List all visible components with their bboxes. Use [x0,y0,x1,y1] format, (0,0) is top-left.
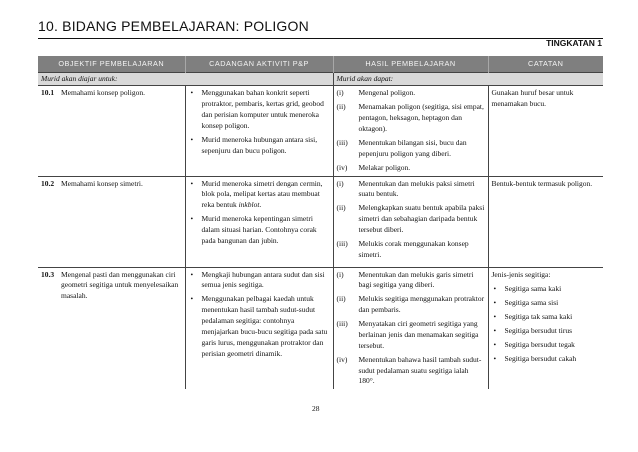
table-header-row [38,56,603,72]
table-row [38,176,603,267]
activity-item: • Menggunakan bahan konkrit seperti protraktor, pembaris, kertas grid, geobod dan perisian komputer untuk meneroka konsep poligon. [189,88,330,132]
outcome-item: (iii) Menyatakan ciri geometri segitiga yang berlainan jenis dan menamakan segitiga tersebut. [336,319,479,350]
outcome-item: (iii) Melukis corak menggunakan konsep simetri. [336,238,469,259]
outcome-item: (i) Menentukan dan melukis paksi simetri suatu bentuk. [336,178,475,199]
outcome-item: (ii) Melengkapkan suatu bentuk apabila paksi simetri dan sebahagian daripada bentuk tersebut diberi. [336,203,485,234]
notes-cell [488,267,603,389]
notes-cell: Bentuk-bentuk termasuk poligon. [488,176,603,267]
page-title: 10. BIDANG PEMBELAJARAN: POLIGON [38,18,309,34]
outcomes-cell [333,86,488,176]
objective-text: Mengenal pasti dan menggunakan ciri geometri segitiga untuk menyelesaikan masalah. [61,269,179,301]
activity-item: • Murid meneroka kepentingan simetri dalam situasi harian. Contohnya corak pada bangunan dan jubin. [189,214,330,247]
header-activities: CADANGAN AKTIVITI P&P [185,56,333,72]
activity-item: • Menggunakan pelbagai kaedah untuk menentukan hasil tambah sudut-sudut pedalaman segitiga: contohnya menjajarkan bucu-bucu segitiga pada satu garis lurus, menggunakan protraktor dan perisian geometri dinamik. [189,294,330,359]
outcome-item: (ii) Melukis segitiga menggunakan protraktor dan pembaris. [336,294,485,315]
objective-number: 10.2 [41,178,55,188]
activities-cell [185,86,333,176]
notes-list-item: • Segitiga tak sama kaki [492,312,601,323]
outcome-item: (ii) Menamakan poligon (segitiga, sisi empat, pentagon, heksagon, heptagon dan oktagon). [336,102,484,133]
table-subheader-row [38,72,603,86]
level-label: TINGKATAN 1 [546,38,602,48]
title-rule [38,38,603,39]
notes-list-item: • Segitiga bersudut tegak [492,340,601,351]
outcome-item: (i) Mengenal poligon. [336,88,416,98]
notes-list-item: • Segitiga bersudut tirus [492,326,601,337]
header-notes: CATATAN [488,56,603,72]
objective-cell [38,86,185,176]
page-number: 28 [312,404,320,413]
outcome-item: (iv) Menentukan bahawa hasil tambah sudut-sudut pedalaman suatu segitiga ialah 180°. [336,354,482,386]
activities-cell [185,267,333,389]
outcome-item: (i) Menentukan dan melukis garis simetri bagi segitiga yang diberi. [336,269,474,290]
objective-cell [38,267,185,389]
outcome-item: (iv) Melakar poligon. [336,162,411,172]
header-outcomes: HASIL PEMBELAJARAN [333,56,488,72]
objective-cell [38,176,185,267]
subheader-able: Murid akan dapat: [333,72,603,86]
activities-cell [185,176,333,267]
outcomes-cell [333,267,488,389]
activity-item: • Mengkaji hubungan antara sudut dan sisi semua jenis segitiga. [189,270,330,292]
header-objective: OBJEKTIF PEMBELAJARAN [38,56,185,72]
notes-heading: Jenis-jenis segitiga: [491,269,551,279]
notes-list-item: • Segitiga sama kaki [492,284,601,295]
notes-list-item: • Segitiga bersudut cakah [492,354,601,365]
objective-text: Memahami konsep poligon. [61,88,145,98]
notes-cell: Gunakan huruf besar untuk menamakan bucu. [488,86,603,176]
syllabus-table [38,56,603,389]
table-row [38,267,603,389]
activity-item: • Murid meneroka simetri dengan cermin, blok pola, melipat kertas atau membuat reka bentuk inkblot. [189,179,330,212]
outcomes-cell [333,176,488,267]
table-row [38,86,603,176]
subheader-taught: Murid akan diajar untuk: [38,72,333,86]
objective-text: Memahami konsep simetri. [61,178,143,188]
outcome-item: (iii) Menentukan bilangan sisi, bucu dan pepenjuru poligon yang diberi. [336,137,467,158]
activity-item: • Murid meneroka hubungan antara sisi, sepenjuru dan bucu poligon. [189,135,330,157]
notes-list-item: • Segitiga sama sisi [492,298,601,309]
objective-number: 10.1 [41,88,55,98]
objective-number: 10.3 [41,269,55,279]
